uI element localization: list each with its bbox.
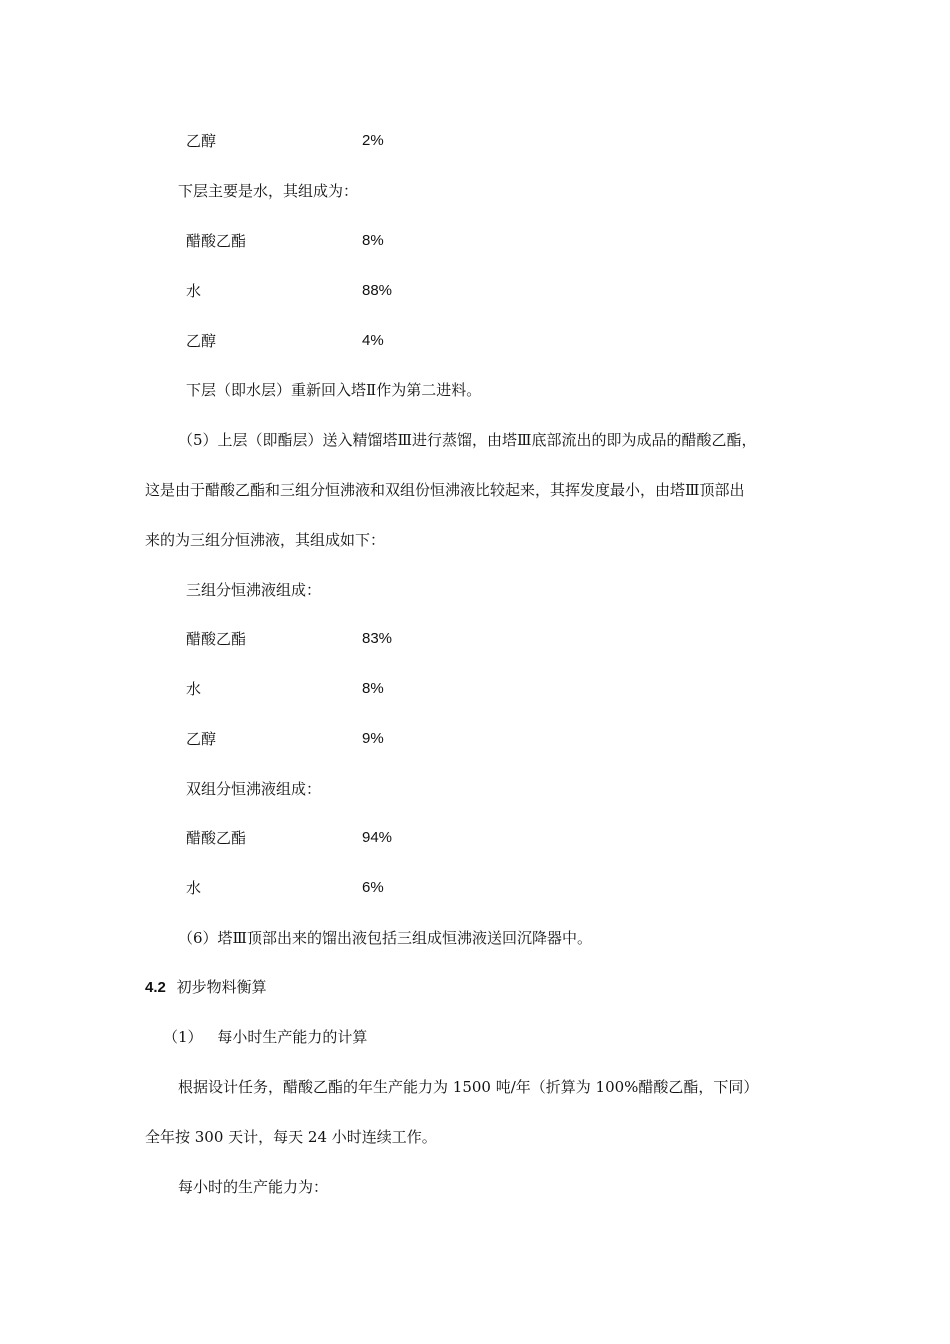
component-name: 乙醇 bbox=[186, 332, 217, 350]
component-name: 醋酸乙酯 bbox=[186, 232, 247, 250]
step5-line1: （5）上层（即酯层）送入精馏塔Ⅲ进行蒸馏，由塔Ⅲ底部流出的即为成品的醋酸乙酯， bbox=[178, 431, 757, 449]
section-title: 初步物料衡算 bbox=[176, 978, 267, 996]
paragraph-return: 下层（即水层）重新回入塔Ⅱ作为第二进料。 bbox=[186, 381, 482, 399]
component-name: 醋酸乙酯 bbox=[186, 630, 247, 648]
ternary-title: 三组分恒沸液组成： bbox=[186, 581, 322, 599]
component-value: 8% bbox=[362, 680, 384, 697]
component-name: 醋酸乙酯 bbox=[186, 829, 247, 847]
component-name: 水 bbox=[186, 680, 202, 698]
section-heading bbox=[145, 977, 267, 998]
step5-line3: 来的为三组分恒沸液，其组成如下： bbox=[145, 531, 386, 549]
para1-line1: 根据设计任务，醋酸乙酯的年生产能力为 1500 吨/年（折算为 100%醋酸乙酯，下同） bbox=[178, 1078, 759, 1096]
component-value: 9% bbox=[362, 730, 384, 747]
step6-text: （6）塔Ⅲ顶部出来的馏出液包括三组成恒沸液送回沉降器中。 bbox=[178, 929, 593, 947]
subsection-heading bbox=[163, 1027, 367, 1047]
component-value: 83% bbox=[362, 630, 393, 647]
component-value: 94% bbox=[362, 829, 393, 846]
component-value: 6% bbox=[362, 879, 384, 896]
step5-line2: 这是由于醋酸乙酯和三组分恒沸液和双组份恒沸液比较起来，其挥发度最小，由塔Ⅲ顶部出 bbox=[145, 481, 745, 499]
section-number: 4.2 bbox=[145, 979, 166, 996]
subsection-number: （1） bbox=[163, 1028, 203, 1046]
para2-text: 每小时的生产能力为： bbox=[178, 1178, 329, 1196]
component-name: 乙醇 bbox=[186, 730, 217, 748]
component-name: 水 bbox=[186, 282, 202, 300]
component-value: 4% bbox=[362, 332, 384, 349]
para1-line2: 全年按 300 天计，每天 24 小时连续工作。 bbox=[145, 1128, 437, 1146]
component-value: 88% bbox=[362, 282, 393, 299]
subsection-title: 每小时生产能力的计算 bbox=[217, 1028, 368, 1046]
component-value: 8% bbox=[362, 232, 384, 249]
component-value: 2% bbox=[362, 132, 384, 149]
component-name: 水 bbox=[186, 879, 202, 897]
component-name: 乙醇 bbox=[186, 132, 217, 150]
paragraph-lower-intro: 下层主要是水，其组成为： bbox=[178, 182, 359, 200]
binary-title: 双组分恒沸液组成： bbox=[186, 780, 322, 798]
